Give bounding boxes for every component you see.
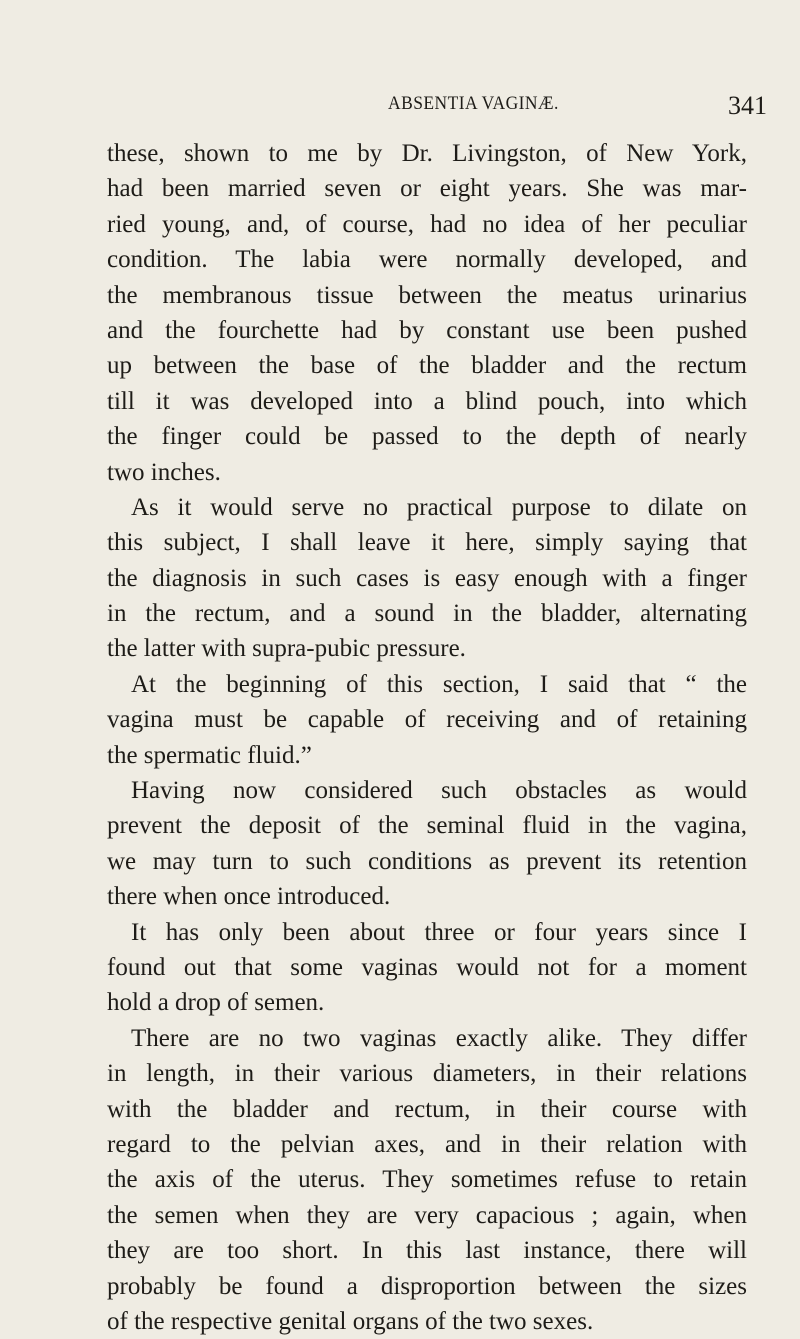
text-line: in length, in their various diameters, in their relations [107, 1060, 747, 1088]
text-line: these, shown to me by Dr. Livingston, of New York, [107, 140, 747, 167]
text-line: hold a drop of semen. [107, 989, 325, 1017]
text-line: the semen when they are very capacious ; again, when [107, 1201, 747, 1229]
body-text [107, 136, 747, 1339]
text-line: the finger could be passed to the depth of nearly [107, 423, 747, 451]
text-line: vagina must be capable of receiving and of retaining [107, 706, 747, 734]
text-line: condition. The labia were normally developed, and [107, 246, 747, 274]
text-line: and the fourchette had by constant use been pushed [107, 316, 747, 344]
text-line: prevent the deposit of the seminal fluid in the vagina, [107, 812, 747, 840]
text-line: At the beginning of this section, I said that “ the [131, 670, 747, 698]
text-line: ried young, and, of course, had no idea of her peculiar [107, 210, 747, 238]
text-line: with the bladder and rectum, in their course with [107, 1095, 747, 1123]
text-line: It has only been about three or four years since I [131, 918, 747, 946]
page-number: 341 [728, 91, 767, 120]
text-line: the spermatic fluid.” [107, 741, 312, 769]
text-line: Having now considered such obstacles as would [131, 777, 747, 805]
running-header [0, 93, 800, 123]
text-line: of the respective genital organs of the two sexes. [107, 1307, 594, 1335]
text-line: the latter with supra-pubic pressure. [107, 635, 466, 663]
text-line: There are no two vaginas exactly alike. They differ [131, 1024, 747, 1052]
running-title: ABSENTIA VAGINÆ. [388, 93, 559, 114]
text-line: we may turn to such conditions as prevent its retention [107, 847, 747, 875]
text-line: this subject, I shall leave it here, simply saying that [107, 529, 747, 557]
text-line: the axis of the uterus. They sometimes refuse to retain [107, 1166, 747, 1194]
text-line: regard to the pelvian axes, and in their relation with [107, 1130, 747, 1158]
text-line: there when once introduced. [107, 883, 391, 911]
text-line: two inches. [107, 458, 221, 486]
text-line: they are too short. In this last instance, there will [107, 1237, 747, 1265]
text-line: up between the base of the bladder and the rectum [107, 352, 747, 380]
text-line: probably be found a disproportion between the sizes [107, 1272, 747, 1300]
text-line: till it was developed into a blind pouch, into which [107, 387, 747, 415]
text-line: As it would serve no practical purpose to dilate on [131, 493, 747, 521]
text-line: the membranous tissue between the meatus urinarius [107, 281, 747, 309]
text-line: in the rectum, and a sound in the bladder, alternating [107, 600, 747, 628]
text-line: found out that some vaginas would not for a moment [107, 953, 747, 981]
text-line: the diagnosis in such cases is easy enough with a finger [107, 564, 747, 592]
text-line: had been married seven or eight years. She was mar- [107, 175, 747, 203]
